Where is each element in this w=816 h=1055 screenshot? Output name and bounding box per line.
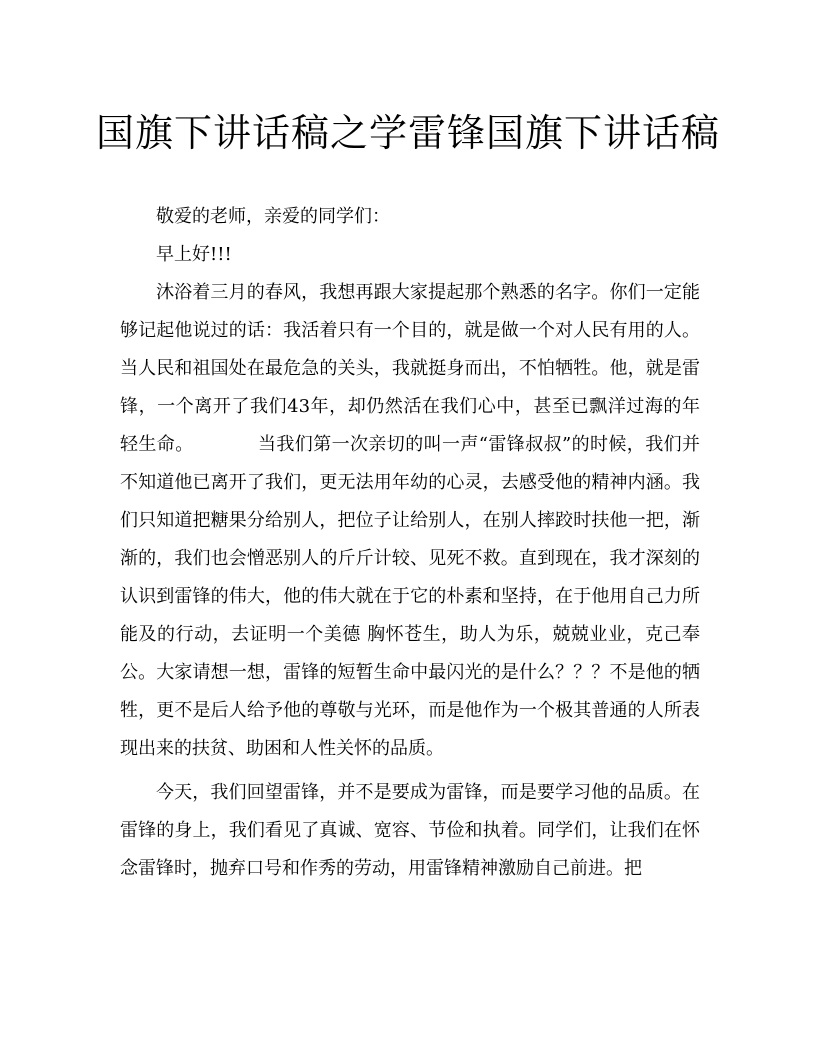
body-paragraph-1: [120, 274, 700, 768]
body-paragraph-1-text: 沐浴着三月的春风，我想再跟大家提起那个熟悉的名字。你们一定能够记起他说过的话：我活着只有一个目的，就是做一个对人民有用的人。当人民和祖国处在最危急的关头，我就挺身而出，不怕牺牲。他，就是雷锋，一个离开了我们43年，却仍然活在我们心中，甚至已飘洋过海的年轻生命。: [120, 282, 700, 455]
body-paragraph-3: 今天，我们回望雷锋，并不是要成为雷锋，而是要学习他的品质。在雷锋的身上，我们看见了真诚、宽容、节俭和执着。同学们，让我们在怀念雷锋时，抛弃口号和作秀的劳动，用雷锋精神激励自己前进。把: [120, 782, 700, 879]
body-paragraph-2-text: 当我们第一次亲切的叫一声“雷锋叔叔”的时候，我们并不知道他已离开了我们，更无法用年幼的心灵，去感受他的精神内涵。我们只知道把糖果分给别人，把位子让给别人，在别人摔跤时扶他一把，渐渐的，我们也会憎恶别人的斤斤计较、见死不救。直到现在，我才深刻的认识到雷锋的伟大，他的伟大就在于它的朴素和坚持，在于他用自己力所能及的行动，去证明一个美德 胸怀苍生，助人为乐，兢兢业业，克己奉公。大家请想一想，雷锋的短暂生命中最闪光的是什么？？？不是他的牺牲，更不是后人给予他的尊敬与光环，而是他作为一个极其普通的人所表现出来的扶贫、助困和人性关怀的品质。: [120, 434, 701, 759]
document-title: 国旗下讲话稿之学雷锋国旗下讲话稿: [95, 111, 720, 155]
salutation-paragraph: 敬爱的老师，亲爱的同学们：: [156, 206, 390, 227]
greeting-paragraph: 早上好!!!: [156, 244, 232, 265]
document-body: [120, 198, 700, 888]
